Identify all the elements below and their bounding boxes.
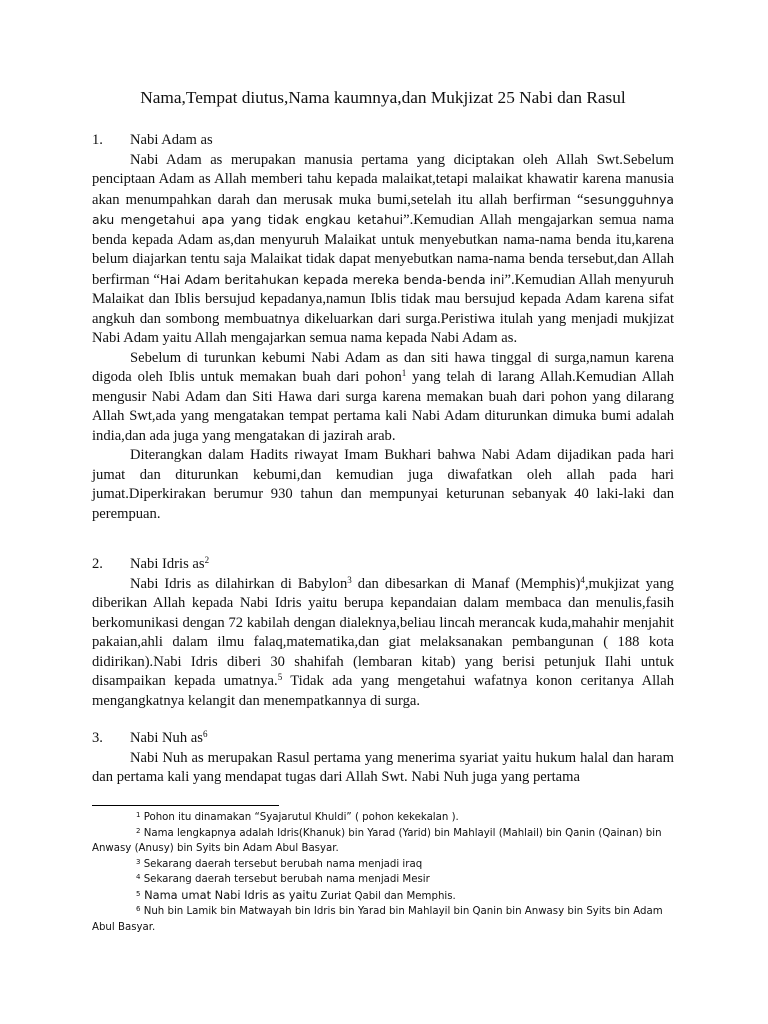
section-nabi-idris xyxy=(92,555,674,711)
text-run: Nabi Idris as dilahirkan di Babylon xyxy=(130,575,348,592)
section-title: Nabi Adam as xyxy=(130,132,213,148)
quote-text: Hai Adam beritahukan kepada mereka benda-benda ini xyxy=(159,271,505,287)
footnote-ref[interactable]: 2 xyxy=(204,555,210,565)
section-number: 3. xyxy=(92,730,103,746)
footnote-text: Nuh bin Lamik bin Matwayah bin Idris bin Yarad bin Mahlayil bin Qanin bin Anwasy bin Syits bin Adam Abul Basyar. xyxy=(92,906,663,933)
footnote-ref[interactable]: 4 xyxy=(580,574,585,585)
text-run: yang telah di larang Allah.Kemudian Allah mengusir Nabi Adam dan Siti Hawa dari surga karena memakan buah dari pohon yang dilarang Allah Swt,ada yang mengatakan tempat pertama kali Nabi Adam diturunkan dimuka bumi adalah india,dan ada juga yang mengatakan di jazirah arab. xyxy=(92,369,675,444)
footnote-number: 6 xyxy=(136,905,141,913)
footnote xyxy=(92,888,674,905)
footnote xyxy=(92,810,674,826)
footnote-ref[interactable]: 3 xyxy=(347,574,352,585)
footnote-number: 2 xyxy=(136,826,141,835)
footnote-number: 1 xyxy=(136,811,141,819)
section-nabi-adam xyxy=(92,131,674,524)
footnote-number: 4 xyxy=(136,873,141,881)
quote-text: sesungguhnya aku mengetahui apa yang tidak engkau ketahui xyxy=(92,191,674,227)
text-run: Sebelum di turunkan kebumi Nabi Adam as dan siti hawa tinggal di surga,namun karena digoda oleh Iblis untuk memakan buah dari pohon xyxy=(92,349,674,385)
footnote xyxy=(92,872,674,888)
footnote-text: Sekarang daerah tersebut berubah nama menjadi iraq xyxy=(140,858,423,870)
section-heading xyxy=(92,555,674,575)
text-run: Nabi Adam as merupakan manusia pertama yang diciptakan oleh Allah Swt.Sebelum penciptaan Adam as Allah memberi tahu kepada malaikat,tetapi malaikat khawatir karena manusia akan menumpahkan darah dan merusak muka bumi,setelah itu allah berfirman “ xyxy=(92,151,674,208)
footnote xyxy=(92,904,674,935)
paragraph xyxy=(92,575,674,712)
paragraph xyxy=(92,151,674,349)
footnote-text: Zuriat Qabil dan Memphis. xyxy=(317,890,456,902)
footnote-ref[interactable]: 1 xyxy=(401,368,407,378)
page-title: Nama,Tempat diutus,Nama kaumnya,dan Mukjizat 25 Nabi dan Rasul xyxy=(140,88,626,107)
paragraph xyxy=(92,349,674,447)
footnote-text: Nama lengkapnya adalah Idris(Khanuk) bin Yarad (Yarid) bin Mahlayil (Mahlail) bin Qanin (Qainan) bin Anwasy (Anusy) bin Syits bin Adam Abul Basyar. xyxy=(92,827,662,854)
section-title: Nabi Nuh as xyxy=(130,730,203,746)
section-heading xyxy=(92,131,674,151)
text-run: dan dibesarkan di Manaf (Memphis) xyxy=(351,575,581,592)
footnote-ref[interactable]: 5 xyxy=(277,672,283,682)
footnote xyxy=(92,857,674,873)
footnote-text: Pohon itu dinamakan “Syajarutul Khuldi” ( pohon kekekalan ). xyxy=(140,812,459,823)
section-number: 2. xyxy=(92,556,103,572)
footnote-separator xyxy=(92,805,279,806)
footnote xyxy=(92,826,674,857)
text-run: Tidak ada yang mengetahui wafatnya konon ceritanya Allah mengangkatnya kelangit dan menempatkannya di surga. xyxy=(92,673,674,709)
section-number: 1. xyxy=(92,132,103,148)
text-run: ”.Kemudian Allah mengajarkan semua nama benda kepada Adam as,dan menyuruh Malaikat untuk menyebutkan nama-nama benda itu,karena belum diajarkan tentu saja Malaikat tidak dapat menyebutkan nama-nama benda tersebut,dan Allah berfirman “ xyxy=(92,212,674,288)
footnote-number: 3 xyxy=(136,857,141,866)
section-title: Nabi Idris as xyxy=(130,556,205,572)
text-run: ”.Kemudian Allah menyuruh Malaikat dan Iblis bersujud kepadanya,namun Iblis tidak mau bersujud kepada Adam karena sifat angkuh dan sombong membuatnya dikeluarkan dari surga.Peristiwa itulah yang menjadi mukjizat Nabi Adam yaitu Allah mengajarkan semua nama kepada Nabi Adam as. xyxy=(92,271,674,346)
section-nabi-nuh xyxy=(92,729,674,788)
paragraph: Diterangkan dalam Hadits riwayat Imam Bukhari bahwa Nabi Adam dijadikan pada hari jumat dan diturunkan kebumi,dan kemudian juga diwafatkan oleh allah pada hari jumat.Diperkirakan berumur 930 tahun dan mempunyai keturunan sebanyak 40 laki-laki dan perempuan. xyxy=(92,447,674,522)
section-heading xyxy=(92,729,674,749)
footnotes xyxy=(92,810,674,935)
paragraph: Nabi Nuh as merupakan Rasul pertama yang menerima syariat yaitu hukum halal dan haram dan pertama kali yang mendapat tugas dari Allah Swt. Nabi Nuh juga yang pertama xyxy=(92,749,674,785)
footnote-ref[interactable]: 6 xyxy=(202,729,208,739)
footnote-text: Sekarang daerah tersebut berubah nama menjadi Mesir xyxy=(140,874,430,885)
footnote-text: Nama umat Nabi Idris as yaitu xyxy=(140,887,318,902)
footnote-number: 5 xyxy=(136,889,141,898)
text-run: ,mukjizat yang diberikan Allah kepada Nabi Idris yaitu berupa kepandaian dalam membaca dan menulis,fasih berkomunikasi dengan 72 kabilah dengan dialeknya,beliau lincah merancak kuda,mahahir menjahit pakaian,ahli dalam ilmu falaq,matematika,dan giat melaksanakan pembangunan ( 188 kota didirikan).Nabi Idris diberi 30 shahifah (lembaran kitab) yang berisi petunjuk Ilahi untuk disampaikan kepada umatnya. xyxy=(92,575,674,689)
